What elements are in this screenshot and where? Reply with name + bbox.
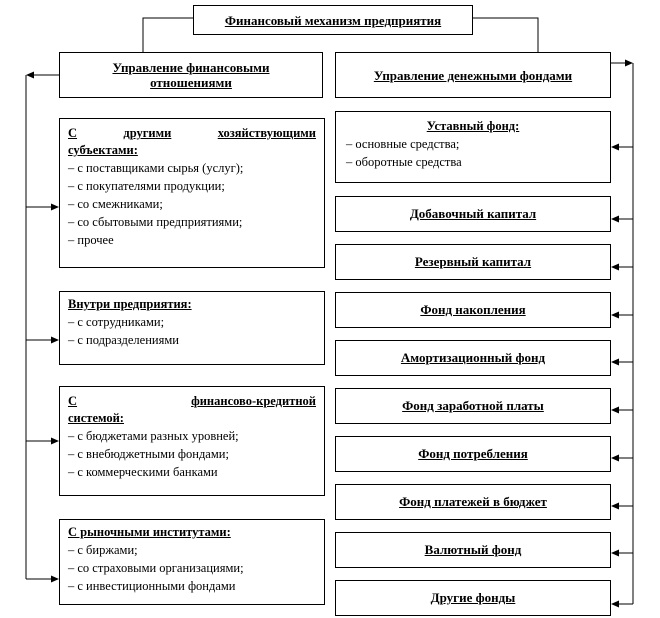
fund-label: Фонд платежей в бюджет (399, 494, 547, 509)
list-item: – с поставщиками сырья (услуг); (68, 161, 244, 175)
list-item: – с инвестиционными фондами (68, 579, 236, 593)
list-item: – с коммерческими банками (68, 465, 218, 479)
fund-box (335, 532, 611, 568)
list-item: – с биржами; (68, 543, 138, 557)
left-header-box (59, 52, 323, 98)
list-item: – с бюджетами разных уровней; (68, 429, 239, 443)
top-to-right-line (473, 18, 538, 52)
left-box-market-institutions (59, 519, 325, 605)
top-to-left-line (143, 18, 193, 52)
fund-label: Фонд накопления (420, 302, 526, 317)
fund-box (335, 292, 611, 328)
fund-label: Другие фонды (430, 590, 516, 605)
list-item: – со сбытовыми предприятиями; (68, 215, 243, 229)
fund-label: Амортизационный фонд (400, 350, 546, 365)
list-item: – со смежниками; (68, 197, 163, 211)
left-box-2-title: Внутри предприятия: (68, 297, 192, 311)
fund-label: Резервный капитал (414, 254, 532, 269)
list-item: – основные средства; (346, 137, 460, 151)
fund-label: Добавочный капитал (409, 206, 537, 221)
fund-label: Фонд заработной платы (402, 398, 544, 413)
left-box-4-title: С рыночными институтами: (68, 525, 231, 539)
fund-label: Валютный фонд (424, 542, 522, 557)
left-box-3-title: С финансово-кредитной (68, 394, 316, 408)
left-box-financial-credit: С финансово-кредитной системой: – с бюджетами разных уровней; – с внебюджетными фондами; – с коммерческими банками (59, 386, 325, 496)
list-item: – с покупателями продукции; (68, 179, 225, 193)
list-item: – прочее (68, 233, 114, 247)
list-item: – с подразделениями (68, 333, 179, 347)
right-header-box (335, 52, 611, 98)
fund-box (335, 484, 611, 520)
left-box-inside-enterprise (59, 291, 325, 365)
list-item: – с внебюджетными фондами; (68, 447, 229, 461)
fund-box (335, 388, 611, 424)
list-item: – с сотрудниками; (68, 315, 165, 329)
left-box-business-entities: С другими хозяйствующими субъектами: – с поставщиками сырья (услуг); – с покупателями продукции; – со смежниками; – со сбытовыми предприятиями; – прочее (59, 118, 325, 268)
fund-box (335, 244, 611, 280)
top-box (193, 5, 473, 35)
left-header-label: Управление финансовыми отношениями (112, 60, 270, 90)
fund-box (335, 196, 611, 232)
right-header-label: Управление денежными фондами (373, 67, 573, 83)
top-title: Финансовый механизм предприятия (224, 12, 442, 28)
fund-label: Фонд потребления (418, 446, 528, 461)
charter-fund-title: Уставный фонд: (426, 119, 520, 133)
fund-box (335, 436, 611, 472)
fund-box (335, 340, 611, 376)
fund-box (335, 580, 611, 616)
list-item: – оборотные средства (346, 155, 462, 169)
list-item: – со страховыми организациями; (68, 561, 244, 575)
left-box-1-title: С другими хозяйствующими (68, 126, 316, 140)
fund-box-charter (335, 111, 611, 183)
